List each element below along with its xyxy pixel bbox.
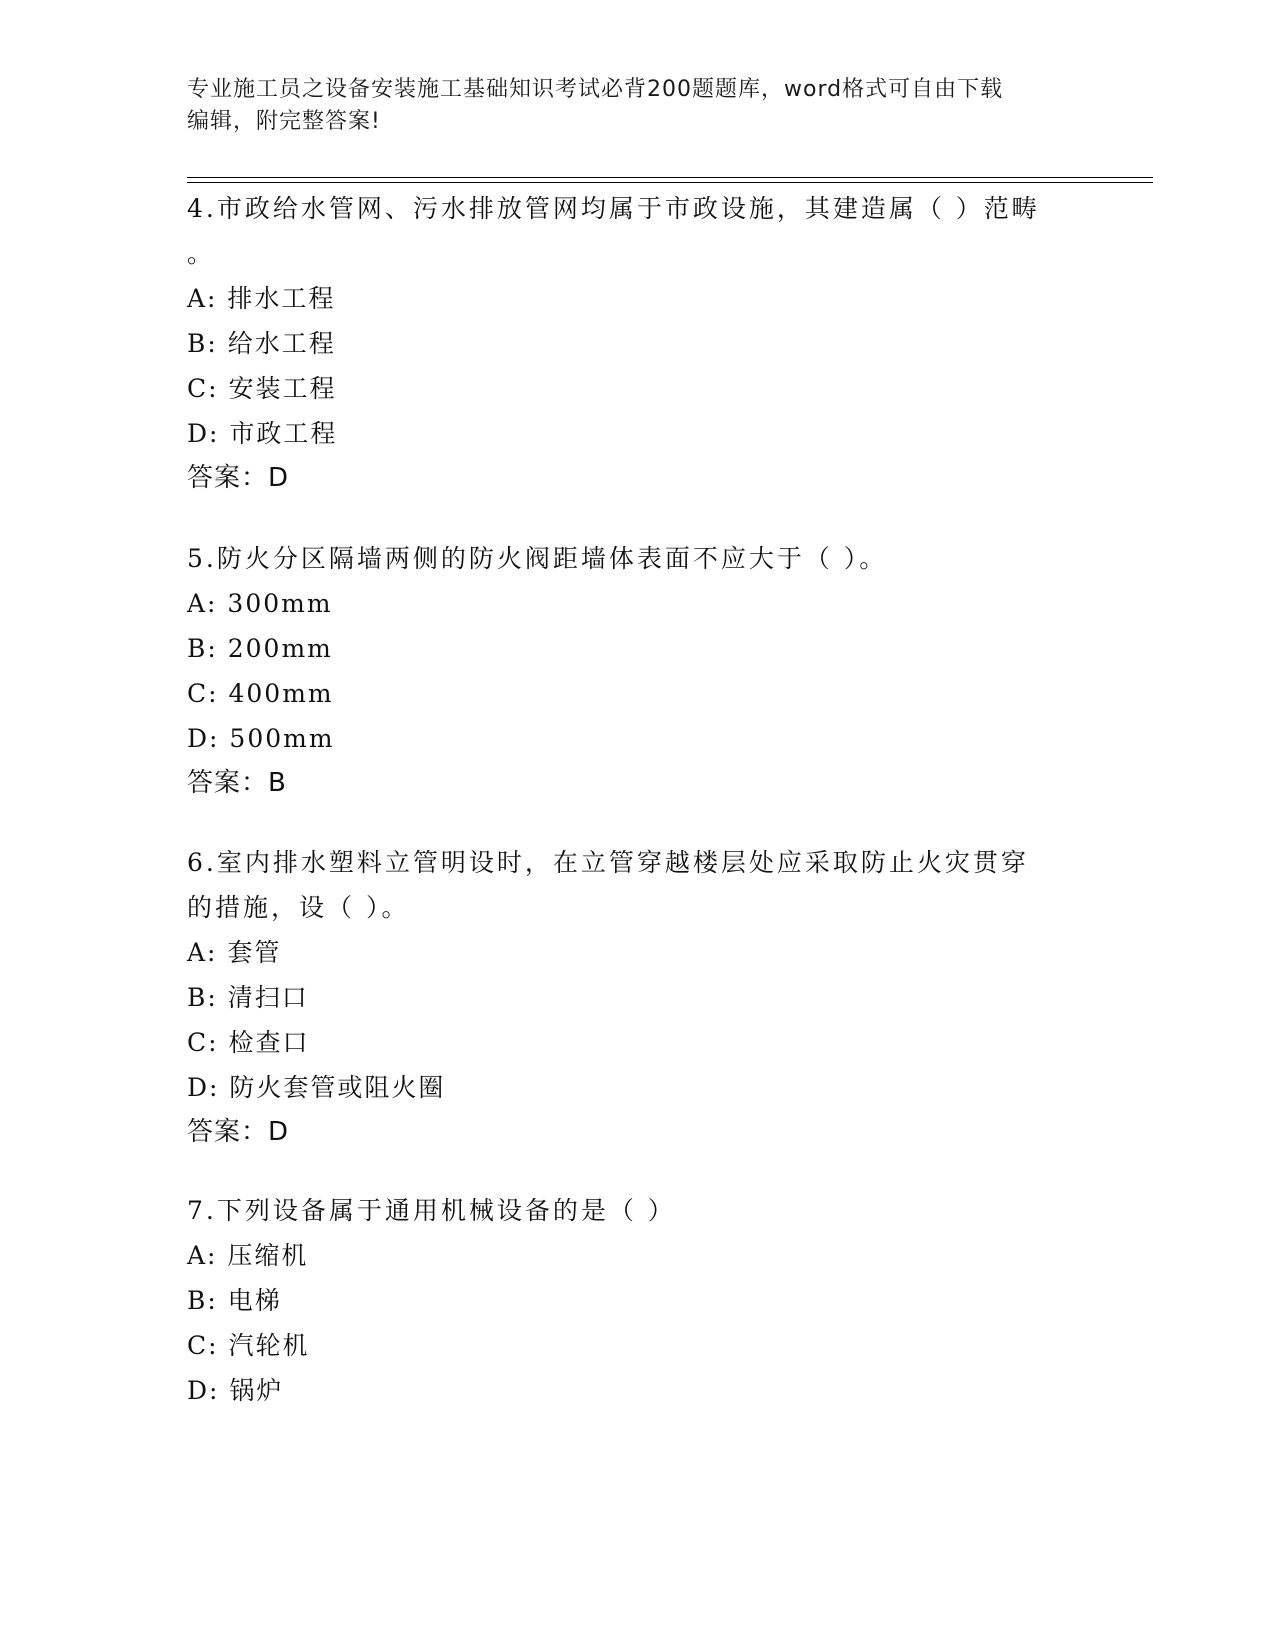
header-line-2: 编辑，附完整答案! [187, 109, 381, 134]
option-b: B: 清扫口 [187, 983, 309, 1012]
question-stem: 7.下列设备属于通用机械设备的是（ ） [187, 1196, 676, 1225]
option-d: D: 市政工程 [187, 419, 338, 448]
option-a: A: 300mm [187, 589, 333, 618]
question-stem-continued: 。 [187, 239, 216, 268]
header-line-1: 专业施工员之设备安装施工基础知识考试必背200题题库，word格式可自由下载 [187, 77, 1004, 102]
option-d: D: 锅炉 [187, 1376, 284, 1405]
question-4 [187, 186, 1087, 501]
option-b: B: 电梯 [187, 1286, 282, 1315]
question-stem: 5.防火分区隔墙两侧的防火阀距墙体表面不应大于（ ）。 [187, 544, 888, 573]
option-b: B: 200mm [187, 634, 333, 663]
answer: 答案：B [187, 768, 287, 798]
question-5 [187, 536, 1087, 806]
question-6 [187, 840, 1087, 1155]
answer: 答案：D [187, 1117, 290, 1147]
option-c: C: 安装工程 [187, 374, 337, 403]
option-c: C: 汽轮机 [187, 1331, 310, 1360]
question-7 [187, 1188, 1087, 1413]
option-b: B: 给水工程 [187, 329, 336, 358]
question-stem: 4.市政给水管网、污水排放管网均属于市政设施，其建造属（ ）范畴 [187, 194, 1040, 223]
option-d: D: 500mm [187, 724, 335, 753]
option-c: C: 检查口 [187, 1028, 310, 1057]
option-a: A: 压缩机 [187, 1241, 309, 1270]
option-d: D: 防火套管或阻火圈 [187, 1073, 446, 1102]
question-stem: 6.室内排水塑料立管明设时，在立管穿越楼层处应采取防止火灾贯穿 [187, 848, 1029, 877]
document-header [187, 74, 1087, 138]
header-divider-bottom [187, 182, 1153, 183]
answer: 答案：D [187, 463, 290, 493]
option-c: C: 400mm [187, 679, 334, 708]
question-stem-continued: 的措施，设（ ）。 [187, 893, 410, 922]
header-divider-top [187, 177, 1153, 178]
option-a: A: 排水工程 [187, 284, 336, 313]
option-a: A: 套管 [187, 938, 282, 967]
